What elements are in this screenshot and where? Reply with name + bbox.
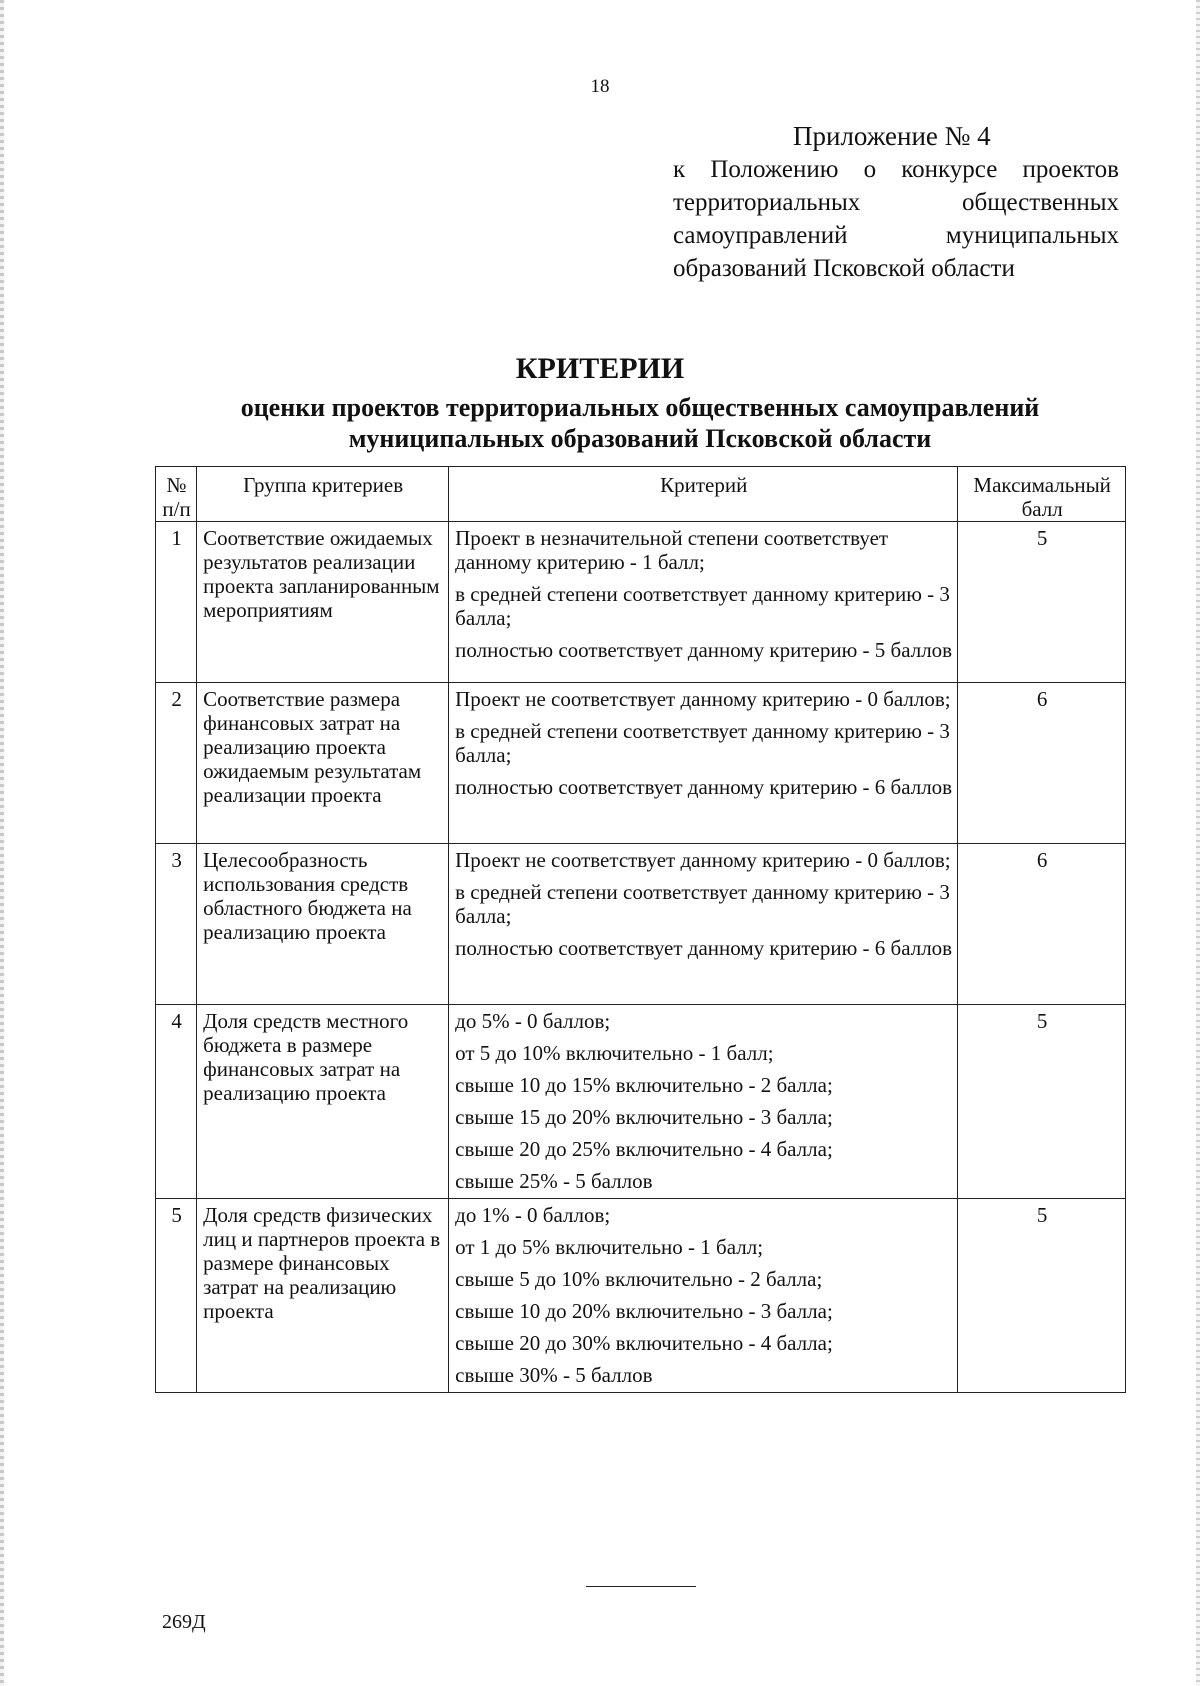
criterion-line: полностью соответствует данному критерию - 5 баллов [455,638,953,662]
criteria-group: Соответствие ожидаемых результатов реализации проекта запланированным мероприятиям [197,522,449,683]
table-row [156,522,1126,683]
criterion-line: Проект не соответствует данному критерию - 0 баллов; [455,687,951,711]
scan-edge-right [1196,0,1200,1686]
appendix-text: к Положению о конкурсе проектов территориальных общественных самоуправлений муниципальных образований Псковской области [673,156,1119,282]
appendix-block [673,120,1119,285]
row-number: 4 [156,1005,197,1199]
criterion-line: Проект не соответствует данному критерию - 0 баллов; [455,848,951,872]
scan-edge-left [0,0,4,1686]
criterion-line: свыше 10 до 15% включительно - 2 балла; [455,1073,833,1097]
criterion-line: полностью соответствует данному критерию - 6 баллов [455,936,953,960]
criteria-group: Целесообразность использования средств областного бюджета на реализацию проекта [197,844,449,1005]
criteria-table [155,466,1126,1393]
criterion-line: свыше 20 до 25% включительно - 4 балла; [455,1137,833,1161]
table-row [156,1199,1126,1393]
max-score: 6 [958,683,1126,844]
criterion-line: свыше 10 до 20% включительно - 3 балла; [455,1299,833,1323]
table-row [156,844,1126,1005]
criteria-list [449,1199,958,1393]
criteria-list [449,683,958,844]
document-title: КРИТЕРИИ [515,352,685,385]
table-row [156,1005,1126,1199]
max-score: 5 [958,1199,1126,1393]
criterion-line: полностью соответствует данному критерию - 6 баллов [455,775,953,799]
criterion-line: до 1% - 0 баллов; [455,1203,611,1227]
header-max-score: Максимальный балл [958,467,1126,522]
document-subtitle: оценки проектов территориальных общественных самоуправлений муниципальных образований Псковской области [240,393,1040,453]
footer-code: 269Д [162,1611,206,1633]
appendix-title: Приложение № 4 [793,121,991,151]
header-group: Группа критериев [197,467,449,522]
page-number: 18 [590,76,610,97]
header-criterion: Критерий [449,467,958,522]
row-number: 3 [156,844,197,1005]
criteria-list [449,522,958,683]
criterion-line: свыше 5 до 10% включительно - 2 балла; [455,1267,823,1291]
criterion-line: в средней степени соответствует данному критерию - 3 балла; [455,582,950,630]
criterion-line: в средней степени соответствует данному критерию - 3 балла; [455,880,950,928]
criteria-list [449,1005,958,1199]
criterion-line: свыше 30% - 5 баллов [455,1363,653,1387]
max-score: 5 [958,522,1126,683]
end-rule [586,1586,696,1587]
criterion-line: свыше 15 до 20% включительно - 3 балла; [455,1105,833,1129]
row-number: 1 [156,522,197,683]
table-row [156,683,1126,844]
criteria-group: Доля средств физических лиц и партнеров проекта в размере финансовых затрат на реализацию проекта [197,1199,449,1393]
table-header-row [156,467,1126,522]
criterion-line: свыше 25% - 5 баллов [455,1169,653,1193]
max-score: 5 [958,1005,1126,1199]
row-number: 2 [156,683,197,844]
max-score: 6 [958,844,1126,1005]
criterion-line: до 5% - 0 баллов; [455,1009,611,1033]
criterion-line: в средней степени соответствует данному критерию - 3 балла; [455,719,950,767]
row-number: 5 [156,1199,197,1393]
criterion-line: свыше 20 до 30% включительно - 4 балла; [455,1331,833,1355]
criteria-list [449,844,958,1005]
criteria-group: Доля средств местного бюджета в размере финансовых затрат на реализацию проекта [197,1005,449,1199]
criterion-line: Проект в незначительной степени соответствует данному критерию - 1 балл; [455,526,889,574]
criterion-line: от 1 до 5% включительно - 1 балл; [455,1235,764,1259]
criteria-group: Соответствие размера финансовых затрат на реализацию проекта ожидаемым результатам реализации проекта [197,683,449,844]
header-number: № п/п [156,467,197,522]
criterion-line: от 5 до 10% включительно - 1 балл; [455,1041,774,1065]
